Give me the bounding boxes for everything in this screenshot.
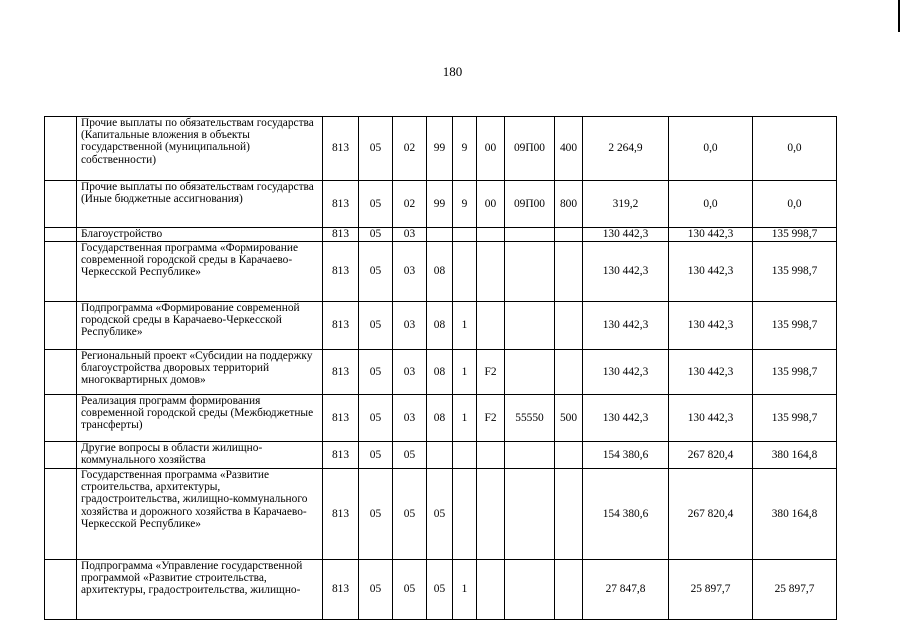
program-code: 05 [427,469,453,560]
amount-year-3: 135 998,7 [753,228,837,242]
section-code: 05 [359,350,393,395]
subprogram-code: 1 [453,350,477,395]
direction-code [505,442,555,469]
ministry-code: 813 [323,117,359,181]
subsection-code: 03 [393,302,427,350]
program-code [427,228,453,242]
project-code: 00 [477,117,505,181]
amount-year-1: 154 380,6 [583,442,669,469]
row-number-cell [45,117,77,181]
row-number-cell [45,181,77,228]
expense-type-code: 500 [555,395,583,442]
ministry-code: 813 [323,181,359,228]
subprogram-code: 9 [453,117,477,181]
row-number-cell [45,395,77,442]
expense-type-code [555,228,583,242]
subsection-code: 02 [393,117,427,181]
program-code: 08 [427,395,453,442]
row-number-cell [45,228,77,242]
program-code: 99 [427,117,453,181]
expense-type-code [555,302,583,350]
budget-item-name: Государственная программа «Формирование современной городской среды в Карачаево-Черкесской Республике» [77,242,323,302]
direction-code [505,469,555,560]
amount-year-1: 130 442,3 [583,395,669,442]
amount-year-2: 130 442,3 [669,395,753,442]
project-code [477,228,505,242]
amount-year-3: 135 998,7 [753,350,837,395]
amount-year-1: 2 264,9 [583,117,669,181]
section-code: 05 [359,181,393,228]
amount-year-2: 0,0 [669,117,753,181]
amount-year-2: 267 820,4 [669,469,753,560]
row-number-cell [45,242,77,302]
subsection-code: 03 [393,228,427,242]
subprogram-code: 1 [453,560,477,620]
section-code: 05 [359,302,393,350]
table-row [45,560,837,620]
amount-year-1: 154 380,6 [583,469,669,560]
table-row [45,242,837,302]
section-code: 05 [359,442,393,469]
subprogram-code: 1 [453,395,477,442]
section-code: 05 [359,395,393,442]
ministry-code: 813 [323,228,359,242]
project-code [477,242,505,302]
budget-item-name: Другие вопросы в области жилищно-коммунального хозяйства [77,442,323,469]
direction-code [505,228,555,242]
expense-type-code: 800 [555,181,583,228]
program-code: 05 [427,560,453,620]
table-row [45,469,837,560]
direction-code: 09П00 [505,181,555,228]
expense-type-code [555,350,583,395]
section-code: 05 [359,242,393,302]
budget-item-name: Прочие выплаты по обязательствам государства (Иные бюджетные ассигнования) [77,181,323,228]
section-code: 05 [359,469,393,560]
subprogram-code: 9 [453,181,477,228]
expense-type-code [555,560,583,620]
amount-year-2: 130 442,3 [669,350,753,395]
amount-year-1: 130 442,3 [583,242,669,302]
amount-year-1: 130 442,3 [583,302,669,350]
table-row [45,228,837,242]
program-code: 08 [427,350,453,395]
row-number-cell [45,560,77,620]
amount-year-2: 25 897,7 [669,560,753,620]
project-code [477,442,505,469]
amount-year-2: 130 442,3 [669,242,753,302]
expense-type-code [555,442,583,469]
expense-type-code [555,242,583,302]
budget-item-name: Благоустройство [77,228,323,242]
ministry-code: 813 [323,469,359,560]
section-code: 05 [359,228,393,242]
subsection-code: 05 [393,469,427,560]
subsection-code: 02 [393,181,427,228]
ministry-code: 813 [323,302,359,350]
amount-year-3: 0,0 [753,117,837,181]
budget-item-name: Подпрограмма «Формирование современной городской среды в Карачаево-Черкесской Республике» [77,302,323,350]
budget-table [44,116,837,620]
amount-year-2: 130 442,3 [669,228,753,242]
subprogram-code [453,228,477,242]
table-row [45,302,837,350]
amount-year-3: 135 998,7 [753,302,837,350]
project-code: F2 [477,350,505,395]
ministry-code: 813 [323,442,359,469]
project-code: 00 [477,181,505,228]
subsection-code: 03 [393,242,427,302]
row-number-cell [45,469,77,560]
row-number-cell [45,442,77,469]
program-code: 08 [427,242,453,302]
amount-year-2: 267 820,4 [669,442,753,469]
section-code: 05 [359,560,393,620]
project-code [477,469,505,560]
ministry-code: 813 [323,395,359,442]
table-row [45,442,837,469]
amount-year-1: 319,2 [583,181,669,228]
direction-code [505,242,555,302]
budget-item-name: Реализация программ формирования современной городской среды (Межбюджетные трансферты) [77,395,323,442]
table-row [45,395,837,442]
table-row [45,350,837,395]
program-code: 99 [427,181,453,228]
row-number-cell [45,350,77,395]
project-code [477,560,505,620]
subprogram-code [453,242,477,302]
page-edge-mark [898,0,900,32]
ministry-code: 813 [323,242,359,302]
amount-year-3: 135 998,7 [753,242,837,302]
ministry-code: 813 [323,350,359,395]
subsection-code: 03 [393,350,427,395]
budget-item-name: Региональный проект «Субсидии на поддержку благоустройства дворовых территорий многоквартирных домов» [77,350,323,395]
project-code: F2 [477,395,505,442]
amount-year-3: 380 164,8 [753,469,837,560]
direction-code: 09П00 [505,117,555,181]
program-code [427,442,453,469]
amount-year-3: 0,0 [753,181,837,228]
section-code: 05 [359,117,393,181]
direction-code [505,560,555,620]
ministry-code: 813 [323,560,359,620]
subprogram-code [453,469,477,560]
row-number-cell [45,302,77,350]
amount-year-1: 130 442,3 [583,228,669,242]
project-code [477,302,505,350]
expense-type-code [555,469,583,560]
amount-year-1: 130 442,3 [583,350,669,395]
table-row [45,117,837,181]
amount-year-2: 130 442,3 [669,302,753,350]
table-row [45,181,837,228]
budget-item-name: Подпрограмма «Управление государственной программой «Развитие строительства, архитектуры, градостроительства, жилищно- [77,560,323,620]
amount-year-3: 135 998,7 [753,395,837,442]
expense-type-code: 400 [555,117,583,181]
direction-code [505,350,555,395]
program-code: 08 [427,302,453,350]
subprogram-code [453,442,477,469]
amount-year-3: 25 897,7 [753,560,837,620]
direction-code [505,302,555,350]
amount-year-1: 27 847,8 [583,560,669,620]
amount-year-2: 0,0 [669,181,753,228]
subsection-code: 05 [393,560,427,620]
subsection-code: 03 [393,395,427,442]
amount-year-3: 380 164,8 [753,442,837,469]
page-number: 180 [442,64,463,79]
subsection-code: 05 [393,442,427,469]
subprogram-code: 1 [453,302,477,350]
direction-code: 55550 [505,395,555,442]
budget-item-name: Прочие выплаты по обязательствам государства (Капитальные вложения в объекты государственной (муниципальной) собственности) [77,117,323,181]
budget-item-name: Государственная программа «Развитие строительства, архитектуры, градостроительства, жилищно-коммунального хозяйства и дорожного хозяйства в Карачаево-Черкесской Республике» [77,469,323,560]
